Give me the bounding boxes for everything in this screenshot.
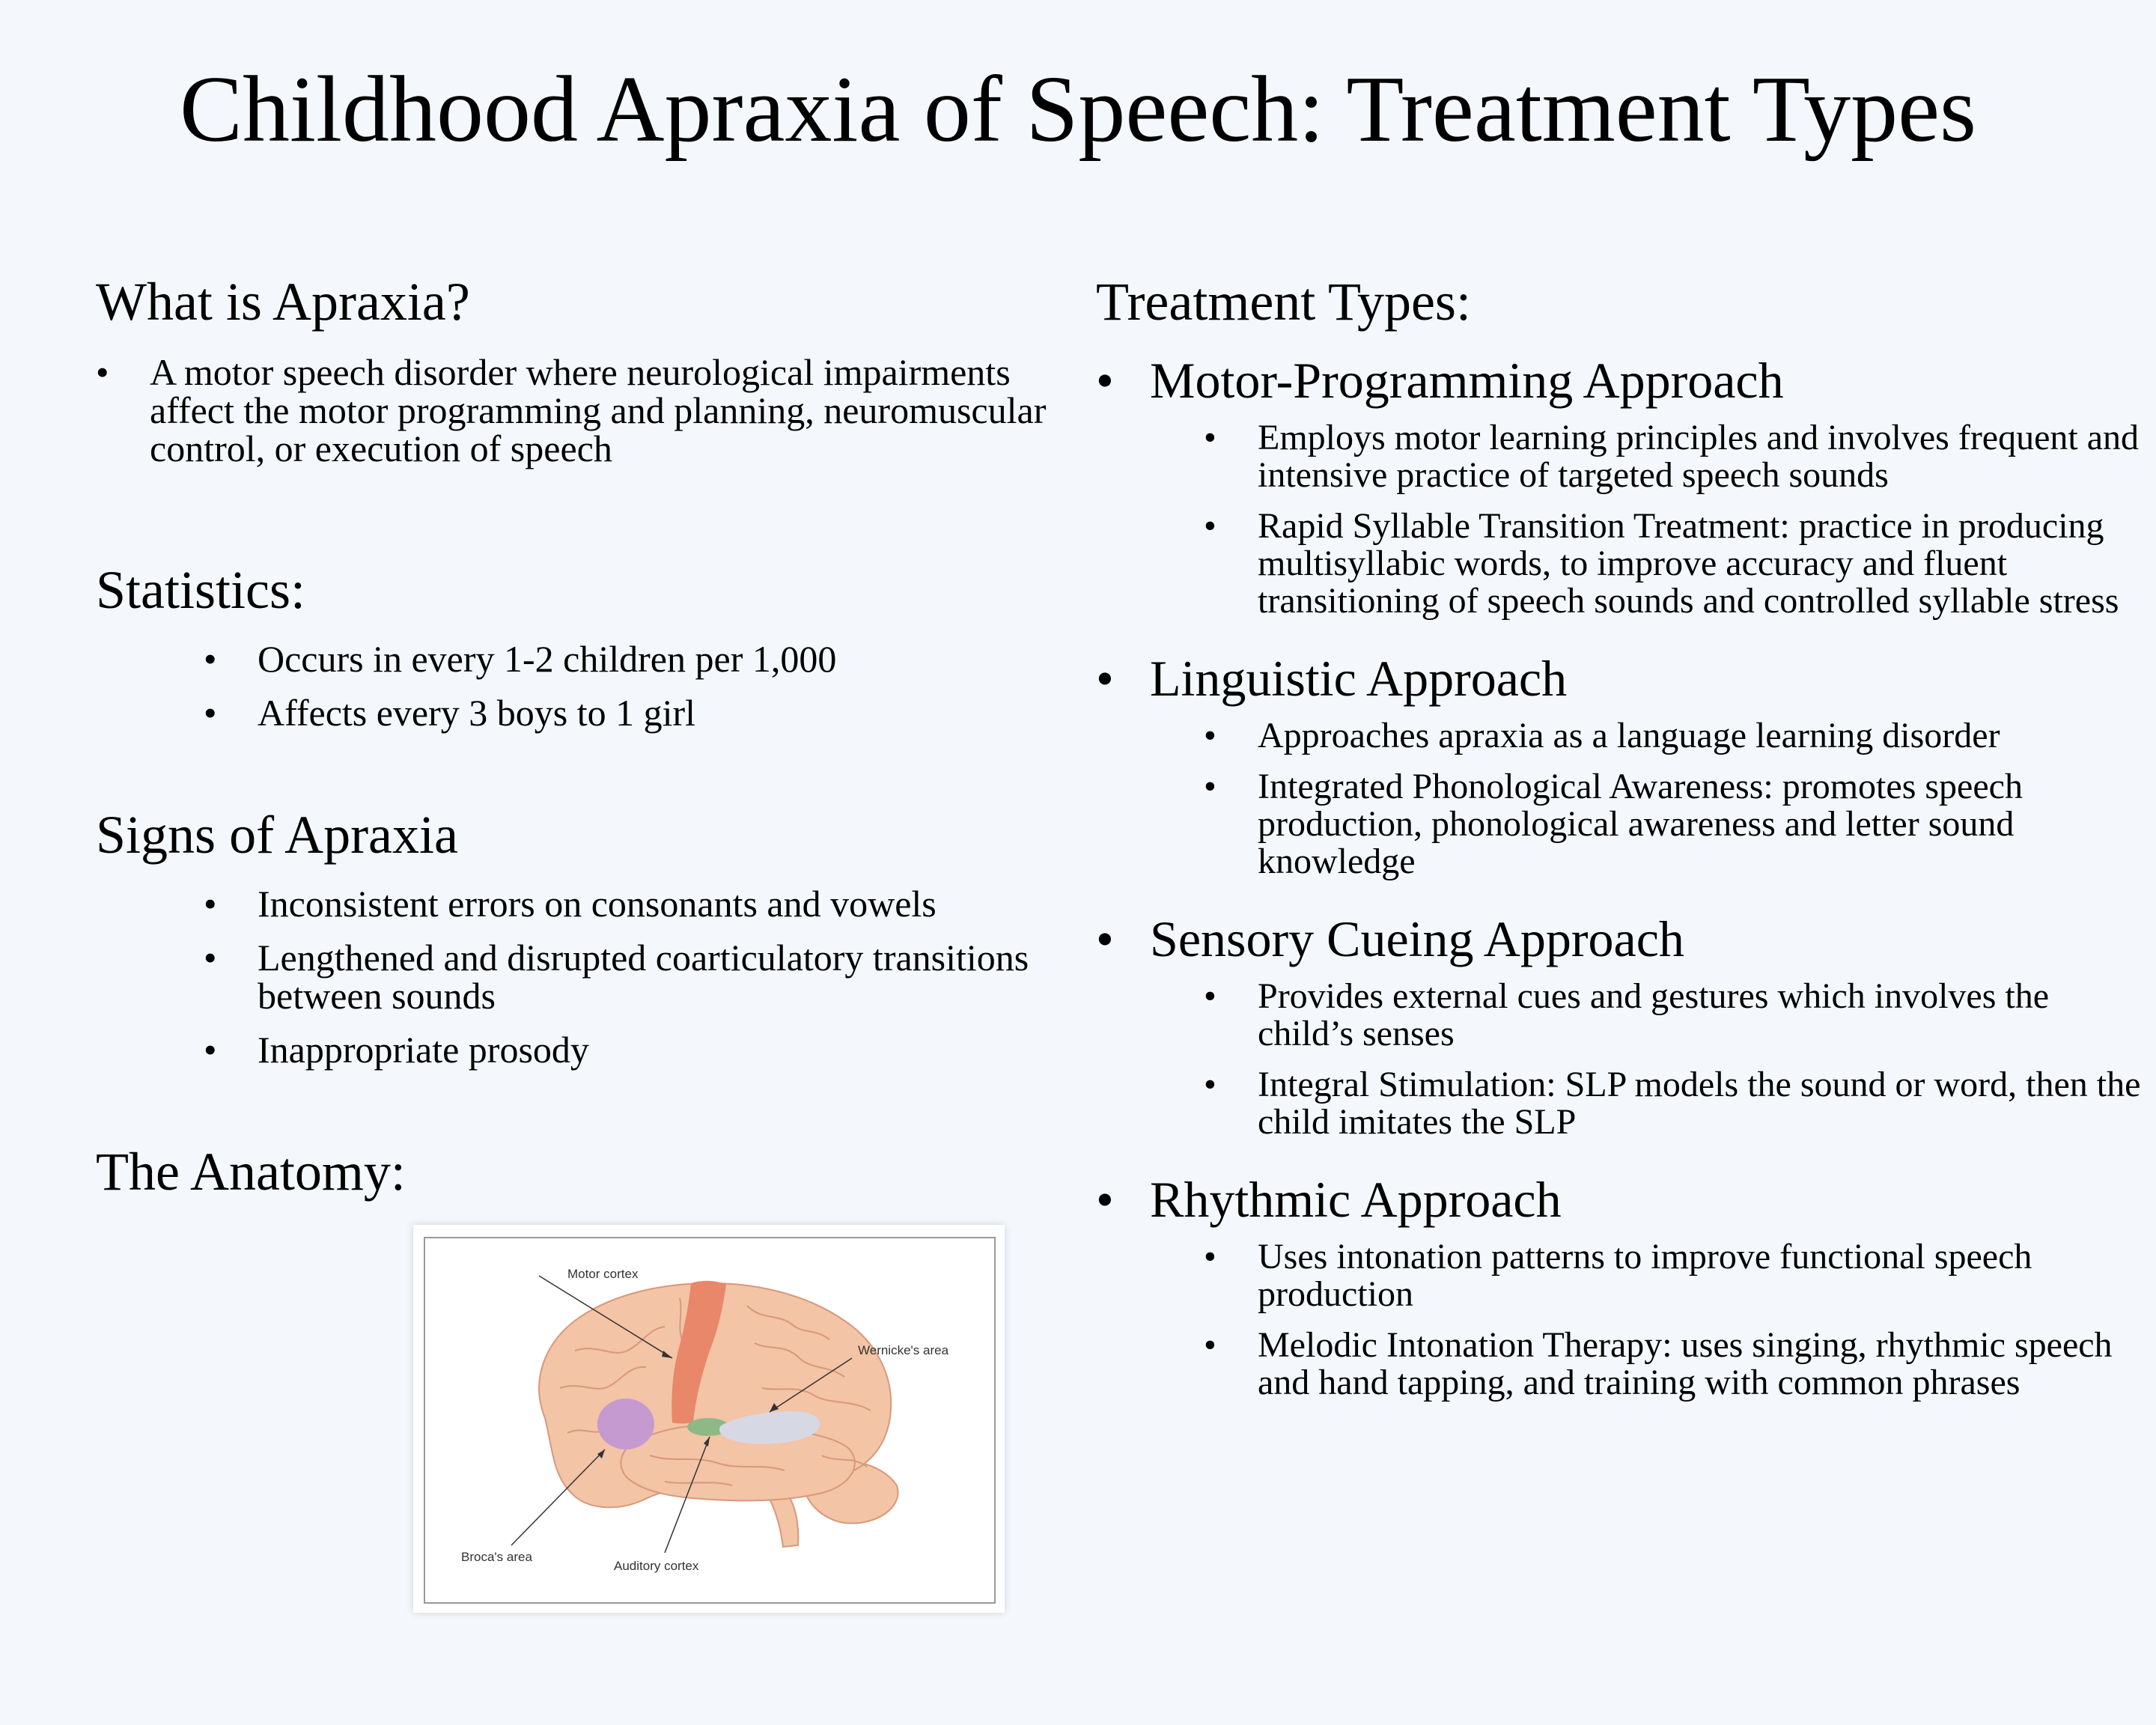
what-is-apraxia-list <box>96 353 1069 468</box>
list-item <box>1096 978 2144 1053</box>
treatment-approaches-list <box>1096 350 2144 1402</box>
brocas-area-region <box>597 1399 654 1449</box>
bullet-icon: • <box>204 937 217 979</box>
list-item <box>1096 1327 2144 1402</box>
list-item-text: Provides external cues and gestures which involves the child’s senses <box>1258 976 2050 1053</box>
list-item-text: Uses intonation patterns to improve functional speech production <box>1258 1237 2032 1314</box>
approach-details-list <box>1150 717 2144 880</box>
brocas-area-label: Broca's area <box>461 1550 532 1564</box>
statistics-heading: Statistics: <box>96 560 306 620</box>
list-item <box>1096 1238 2144 1313</box>
bullet-icon: • <box>1204 767 1216 806</box>
approach-linguistic <box>1096 648 2144 880</box>
bullet-icon: • <box>1204 1065 1216 1104</box>
what-is-apraxia-heading: What is Apraxia? <box>96 272 470 332</box>
approach-rhythmic <box>1096 1169 2144 1402</box>
list-item <box>1096 508 2144 620</box>
list-item-text: Rapid Syllable Transition Treatment: practice in producing multisyllabic words, to improve accuracy and fluent transitioning of speech sounds and controlled syllable stress <box>1258 506 2119 621</box>
approach-details-list <box>1150 419 2144 620</box>
list-item <box>1096 1066 2144 1141</box>
left-column <box>96 268 1069 1205</box>
bullet-icon: • <box>1204 976 1216 1016</box>
list-item-text: Integral Stimulation: SLP models the sound or word, then the child imitates the SLP <box>1258 1065 2141 1142</box>
statistics-section <box>96 556 1069 732</box>
list-item <box>96 1031 1069 1069</box>
list-item-text: A motor speech disorder where neurological impairments affect the motor programming and planning, neuromuscular control, or execution of speech <box>150 351 1047 469</box>
list-item-text: Inconsistent errors on consonants and vowels <box>258 883 937 925</box>
list-item <box>96 353 1069 468</box>
list-item <box>96 640 1069 678</box>
treatment-types-heading: Treatment Types: <box>1096 272 1471 332</box>
approach-sensory-cueing <box>1096 909 2144 1141</box>
list-item-text: Melodic Intonation Therapy: uses singing, rhythmic speech and hand tapping, and training with common phrases <box>1258 1325 2113 1402</box>
list-item <box>1096 717 2144 755</box>
brain-diagram <box>425 1238 994 1602</box>
bullet-icon: • <box>1204 506 1216 546</box>
page-title: Childhood Apraxia of Speech: Treatment Types <box>179 58 1977 162</box>
anatomy-heading: The Anatomy: <box>96 1142 406 1202</box>
list-item <box>1096 768 2144 880</box>
bullet-icon: • <box>204 692 217 734</box>
what-is-apraxia-section <box>96 268 1069 468</box>
list-item <box>96 694 1069 732</box>
list-item-text: Affects every 3 boys to 1 girl <box>258 692 696 734</box>
brain-figure-frame <box>424 1237 996 1604</box>
approach-title: Sensory Cueing Approach <box>1150 910 1684 967</box>
bullet-icon: • <box>1096 910 1114 967</box>
bullet-icon: • <box>1096 1171 1114 1228</box>
bullet-icon: • <box>1096 352 1114 409</box>
bullet-icon: • <box>1096 650 1114 707</box>
approach-title: Linguistic Approach <box>1150 650 1568 707</box>
approach-title: Rhythmic Approach <box>1150 1171 1562 1228</box>
bullet-icon: • <box>204 1029 217 1071</box>
brain-figure <box>413 1225 1005 1613</box>
signs-heading: Signs of Apraxia <box>96 805 458 865</box>
right-column <box>1096 268 2144 1402</box>
wernickes-area-label: Wernicke's area <box>858 1343 949 1357</box>
list-item-text: Lengthened and disrupted coarticulatory transitions between sounds <box>258 937 1029 1017</box>
bullet-icon: • <box>1204 716 1216 755</box>
bullet-icon: • <box>1204 1325 1216 1365</box>
bullet-icon: • <box>204 883 217 925</box>
list-item-text: Integrated Phonological Awareness: promotes speech production, phonological awareness and letter sound knowledge <box>1258 767 2023 881</box>
list-item <box>1096 419 2144 494</box>
list-item <box>96 939 1069 1015</box>
signs-section <box>96 801 1069 1069</box>
approach-details-list <box>1150 1238 2144 1402</box>
bullet-icon: • <box>96 351 109 393</box>
bullet-icon: • <box>1204 418 1216 457</box>
signs-list <box>96 885 1069 1069</box>
bullet-icon: • <box>204 638 217 680</box>
list-item-text: Approaches apraxia as a language learning disorder <box>1258 716 2000 755</box>
list-item-text: Employs motor learning principles and involves frequent and intensive practice of targeted speech sounds <box>1258 418 2140 495</box>
bullet-icon: • <box>1204 1237 1216 1277</box>
approach-motor-programming <box>1096 350 2144 620</box>
list-item-text: Occurs in every 1-2 children per 1,000 <box>258 638 837 680</box>
statistics-list <box>96 640 1069 732</box>
list-item-text: Inappropriate prosody <box>258 1029 589 1071</box>
approach-title: Motor-Programming Approach <box>1150 352 1784 409</box>
motor-cortex-label: Motor cortex <box>567 1267 639 1281</box>
list-item <box>96 885 1069 923</box>
auditory-cortex-label: Auditory cortex <box>614 1559 699 1573</box>
approach-details-list <box>1150 978 2144 1141</box>
anatomy-section <box>96 1138 1069 1205</box>
